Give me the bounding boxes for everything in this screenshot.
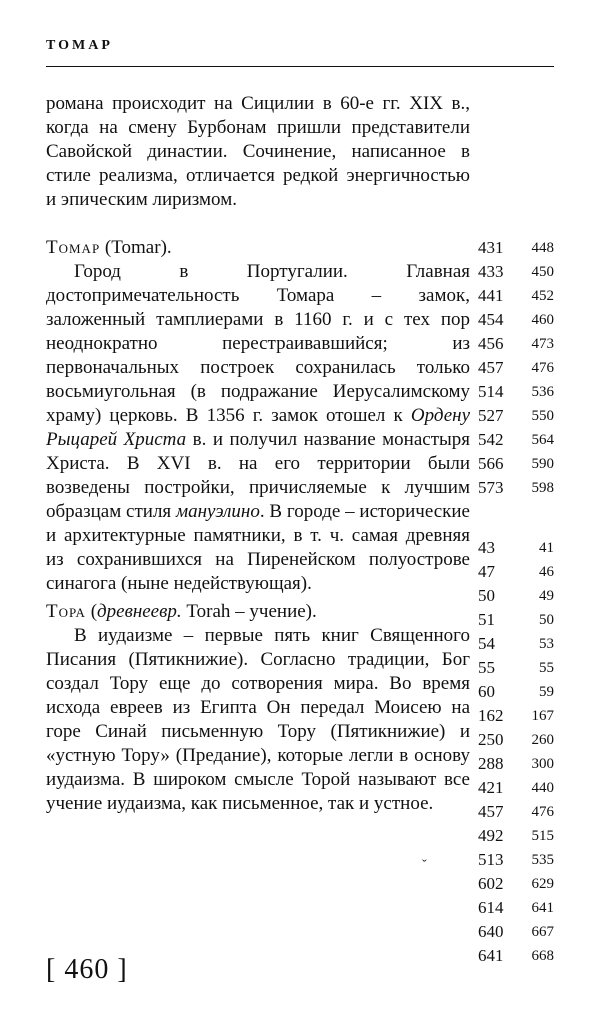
number-row xyxy=(478,260,554,284)
entry-tora-body: В иудаизме – первые пять книг Священного Писания (Пятикнижие). Согласно традиции, Бог создал Тору еще до сотворения мира. Во время исхода евреев из Египта Он передал Моисею на горе Синай письменную Тору (Пятикнижие) и «устную Тору» (Предание), которые легли в основу иудаизма. В широком смысле Торой называют все учение иудаизма, как письменное, так и устное. xyxy=(46,625,470,814)
number-right: 167 xyxy=(531,708,554,724)
number-row xyxy=(478,332,554,356)
number-left: 492 xyxy=(478,826,504,845)
number-left: 54 xyxy=(478,634,495,653)
number-right: 476 xyxy=(531,804,554,820)
entry-tomar-body-part: . В городе – исторические и архитектурные памятники, в т. ч. самая древняя из сохранившихся на Пиренейском полуострове синагога (ныне недействующая). xyxy=(46,501,470,594)
number-left: 421 xyxy=(478,778,504,797)
entry-tomar xyxy=(46,236,470,596)
entry-tora-head-italic: древнеевр. xyxy=(97,601,182,622)
number-right: 641 xyxy=(531,900,554,916)
number-left: 431 xyxy=(478,238,504,257)
number-right: 300 xyxy=(531,756,554,772)
number-left: 614 xyxy=(478,898,504,917)
number-right: 473 xyxy=(531,336,554,352)
continuation-paragraph: романа происходит на Сицилии в 60-е гг. XIX в., когда на смену Бурбонам пришли представители Савойской династии. Сочинение, написанное в стиле реализма, отличается редкой энергичностью и эпическим лиризмом. xyxy=(46,93,470,210)
number-left: 288 xyxy=(478,754,504,773)
number-right: 440 xyxy=(531,780,554,796)
number-right: 535 xyxy=(531,852,554,868)
entry-tora xyxy=(46,600,470,816)
number-left: 602 xyxy=(478,874,504,893)
number-left: 542 xyxy=(478,430,504,449)
header-rule xyxy=(46,66,554,67)
number-row xyxy=(478,896,554,920)
number-right: 53 xyxy=(539,636,554,652)
number-left: 250 xyxy=(478,730,504,749)
number-left: 457 xyxy=(478,802,504,821)
number-row xyxy=(478,356,554,380)
entry-tora-headword: Тора xyxy=(46,601,86,622)
running-head: ТОМАР xyxy=(46,38,113,53)
entry-tomar-head xyxy=(46,236,470,260)
number-row xyxy=(478,452,554,476)
number-right: 450 xyxy=(531,264,554,280)
entry-tora-head-paren: ( xyxy=(85,601,98,622)
number-row xyxy=(478,536,554,560)
number-left: 566 xyxy=(478,454,504,473)
number-left: 457 xyxy=(478,358,504,377)
number-right: 49 xyxy=(539,588,554,604)
number-right: 536 xyxy=(531,384,554,400)
number-left: 162 xyxy=(478,706,504,725)
continuation-text xyxy=(46,92,470,212)
number-row xyxy=(478,656,554,680)
number-right: 260 xyxy=(531,732,554,748)
entry-tomar-body-part: Город в Португалии. Главная достопримечательность Томара – замок, заложенный тамплиерами в 1160 г. и с тех пор неоднократно перестраивавшийся; из первоначальных построек сохранилась только восьмиугольная (в подражание Иерусалимскому храму) церковь. В 1356 г. замок отошел к xyxy=(46,261,470,426)
number-right: 667 xyxy=(531,924,554,940)
number-row xyxy=(478,608,554,632)
number-row xyxy=(478,632,554,656)
entry-tomar-numbers xyxy=(478,236,554,500)
number-left: 573 xyxy=(478,478,504,497)
number-row xyxy=(478,680,554,704)
number-left: 47 xyxy=(478,562,495,581)
number-right: 448 xyxy=(531,240,554,256)
number-right: 50 xyxy=(539,612,554,628)
number-left: 433 xyxy=(478,262,504,281)
number-row xyxy=(478,476,554,500)
page-number: [ 460 ] xyxy=(46,954,128,985)
number-row xyxy=(478,584,554,608)
number-right: 629 xyxy=(531,876,554,892)
entry-tomar-italic-style: мануэлино xyxy=(176,501,260,522)
number-right: 515 xyxy=(531,828,554,844)
number-row xyxy=(478,428,554,452)
number-right: 564 xyxy=(531,432,554,448)
entry-tomar-body-part: в. и получил название монастыря Христа. В XVI в. на его территории были возведены постройки, причисляемые к лучшим образцам стиля xyxy=(46,429,471,522)
number-row xyxy=(478,704,554,728)
number-right: 668 xyxy=(531,948,554,964)
number-left: 43 xyxy=(478,538,495,557)
entry-tomar-body xyxy=(46,260,470,596)
number-row xyxy=(478,752,554,776)
number-row xyxy=(478,776,554,800)
number-row xyxy=(478,800,554,824)
number-right: 550 xyxy=(531,408,554,424)
stray-mark: ˇ xyxy=(422,858,427,873)
number-right: 476 xyxy=(531,360,554,376)
number-left: 60 xyxy=(478,682,495,701)
number-right: 598 xyxy=(531,480,554,496)
number-right: 55 xyxy=(539,660,554,676)
number-right: 590 xyxy=(531,456,554,472)
number-row xyxy=(478,308,554,332)
entry-tora-numbers xyxy=(478,536,554,968)
number-row xyxy=(478,872,554,896)
entry-tomar-headword: Томар xyxy=(46,237,101,258)
number-right: 59 xyxy=(539,684,554,700)
number-row xyxy=(478,848,554,872)
number-left: 51 xyxy=(478,610,495,629)
number-right: 46 xyxy=(539,564,554,580)
number-row xyxy=(478,404,554,428)
number-left: 454 xyxy=(478,310,504,329)
entry-tora-head-rest: Torah – учение). xyxy=(181,601,317,622)
number-row xyxy=(478,380,554,404)
number-row xyxy=(478,236,554,260)
number-left: 55 xyxy=(478,658,495,677)
number-left: 456 xyxy=(478,334,504,353)
number-row xyxy=(478,560,554,584)
entry-tomar-italic-order: Ордену Рыцарей Христа xyxy=(46,405,470,450)
number-left: 514 xyxy=(478,382,504,401)
number-left: 50 xyxy=(478,586,495,605)
number-right: 452 xyxy=(531,288,554,304)
entry-tora-head xyxy=(46,600,470,624)
number-left: 641 xyxy=(478,946,504,965)
number-row xyxy=(478,728,554,752)
number-left: 640 xyxy=(478,922,504,941)
entry-tomar-head-rest: (Tomar). xyxy=(100,237,172,258)
number-left: 513 xyxy=(478,850,504,869)
number-row xyxy=(478,824,554,848)
number-row xyxy=(478,284,554,308)
number-right: 41 xyxy=(539,540,554,556)
number-left: 527 xyxy=(478,406,504,425)
number-right: 460 xyxy=(531,312,554,328)
number-left: 441 xyxy=(478,286,504,305)
number-row xyxy=(478,944,554,968)
number-row xyxy=(478,920,554,944)
